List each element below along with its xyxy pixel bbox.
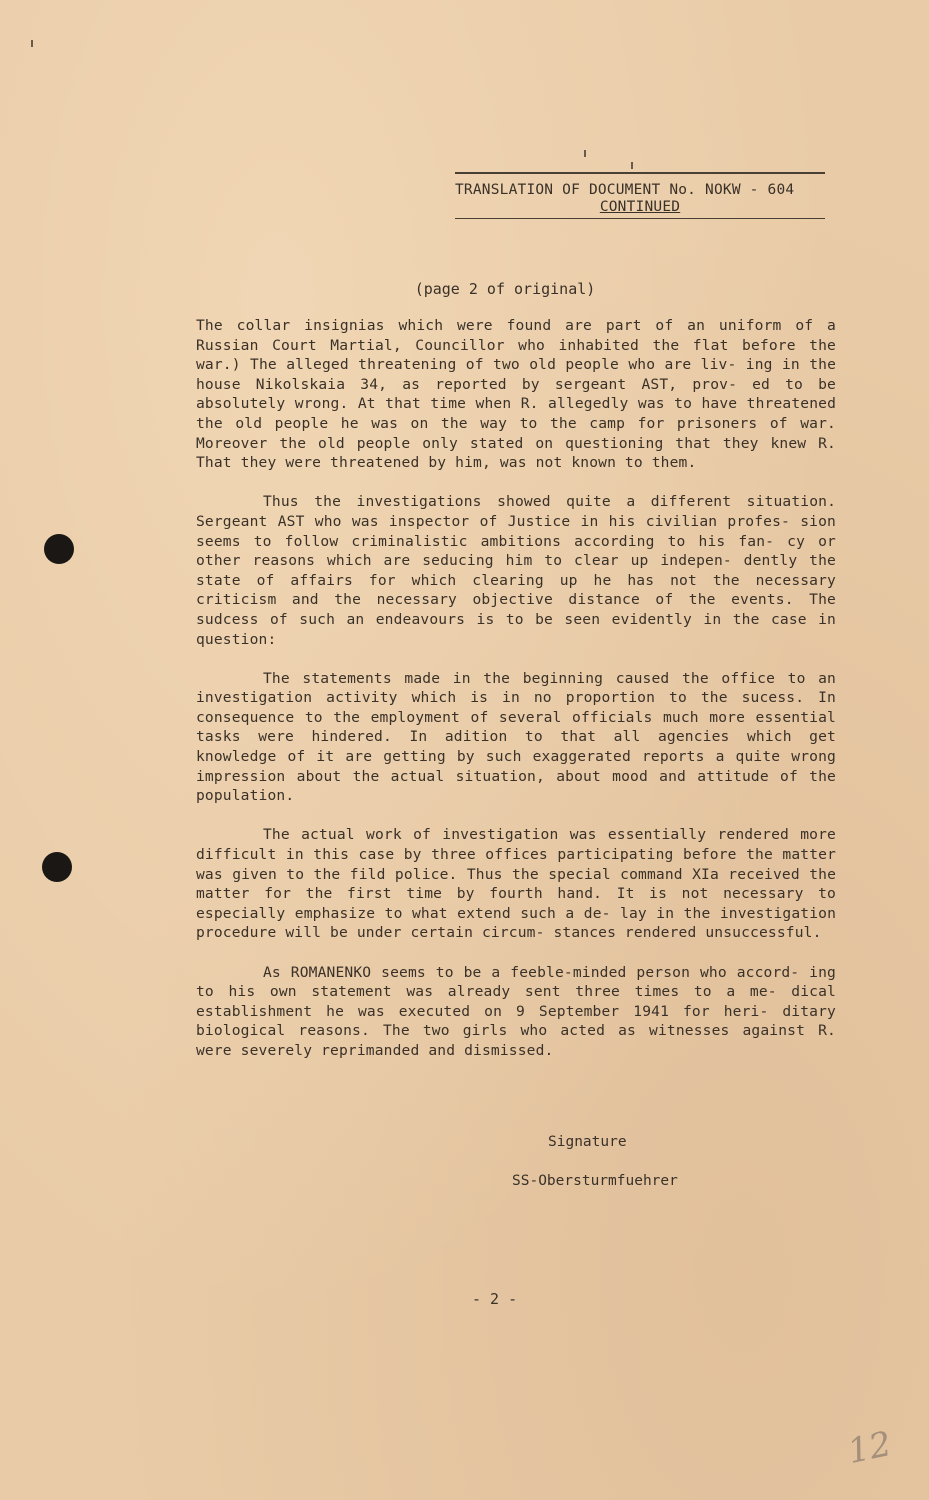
signature-label: Signature [548,1134,627,1150]
handwritten-folio-number: 12 [844,1423,895,1473]
paragraph-2: Thus the investigations showed quite a different situation. Sergeant AST who was inspector of Justice in his civilian profes- sion seems to follow criminalistic ambitions according to his fan- cy or other reasons which are seducing him to clear up indepen- dently the state of affairs for which clearing up he has not the necessary criticism and the necessary objective distance of the events. The sudcess of such an endeavours is to be seen evidently in the case in question: [196,493,836,648]
page-number: - 2 - [472,1290,518,1308]
document-header [455,172,825,219]
paragraph-4: The actual work of investigation was essentially rendered more difficult in this case by three offices participating before the matter was given to the fild police. Thus the special command XIa received the matter for the first time by fourth hand. It is not necessary to especially emphasize to what extend such a de- lay in the investigation procedure will be under certain circum- stances rendered unsuccessful. [196,826,836,942]
ink-mark [31,40,33,47]
ink-mark [631,162,633,169]
punch-hole [44,534,74,564]
body-text [196,316,836,1080]
header-subtitle: CONTINUED [455,199,825,219]
punch-hole [42,852,72,882]
header-title: TRANSLATION OF DOCUMENT No. NOKW - 604 [455,182,795,198]
paragraph-1: The collar insignias which were found are part of an uniform of a Russian Court Martial, Councillor who inhabited the flat before the war.) The alleged threatening of two old people who are liv- ing in the house Nikolskaia 34, as reported by sergeant AST, prov- ed to be absolutely wrong. At that time when R. allegedly was to have threatened the old people he was on the way to the camp for prisoners of war. Moreover the old people only stated on questioning that they knew R. That they were threatened by him, was not known to them. [196,317,836,472]
signatory-rank: SS-Obersturmfuehrer [512,1173,678,1189]
ink-mark [584,150,586,157]
paragraph-5: As ROMANENKO seems to be a feeble-minded person who accord- ing to his own statement was already sent three times to a me- dical establishment he was executed on 9 September 1941 for heri- ditary biological reasons. The two girls who acted as witnesses against R. were severely reprimanded and dismissed. [196,963,836,1059]
page-note: (page 2 of original) [414,280,596,298]
paragraph-3: The statements made in the beginning caused the office to an investigation activity which is in no proportion to the sucess. In consequence to the employment of several officials much more essential tasks were hindered. In adition to that all agencies which get knowledge of it are getting by such exaggerated reports a quite wrong impression about the actual situation, about mood and attitude of the population. [196,669,836,805]
